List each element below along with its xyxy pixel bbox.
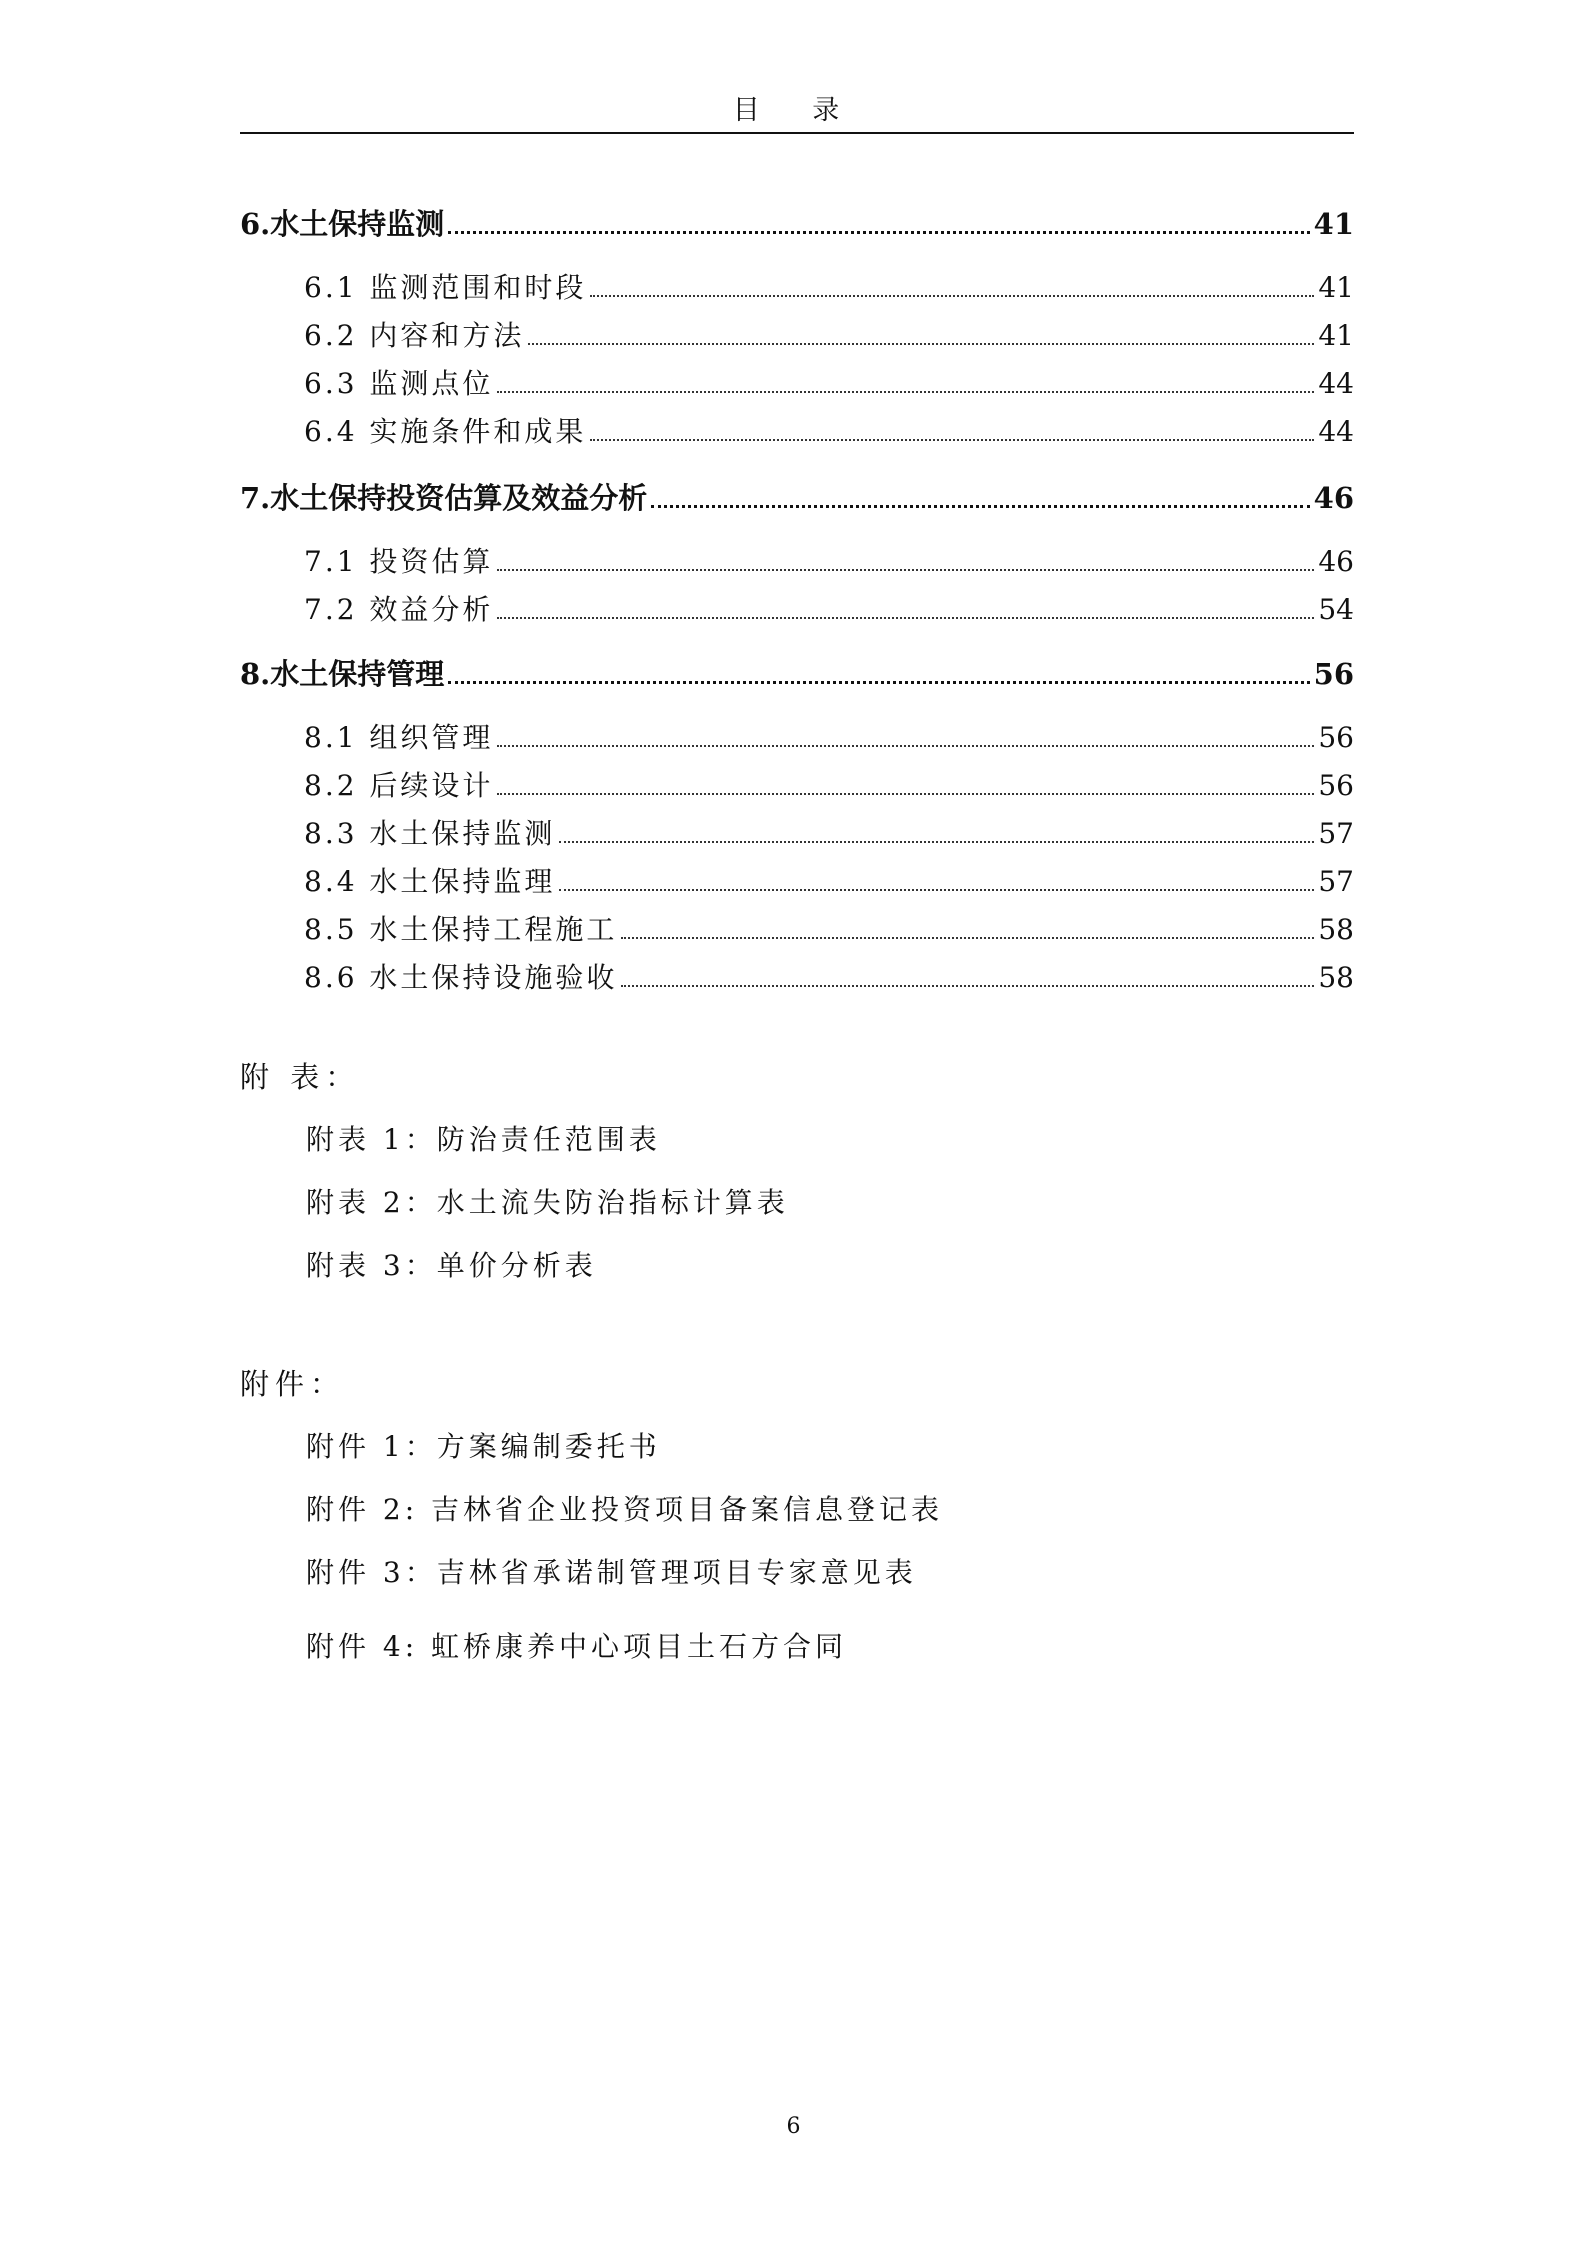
toc-entry-page: 41: [1313, 207, 1354, 241]
attachments-heading: 附件：: [240, 1367, 346, 1401]
toc-entry-page: 46: [1313, 481, 1354, 515]
toc-entry-title: 6.水土保持监测: [240, 207, 445, 241]
toc-leader-dots: [448, 231, 1309, 234]
toc-entry-page: 44: [1318, 415, 1354, 448]
toc-entry-title: 6.3 监测点位: [304, 367, 494, 400]
attachment-item[interactable]: 附件 1：方案编制委托书: [306, 1430, 661, 1463]
toc-entry-title: 8.5 水土保持工程施工: [304, 913, 618, 946]
toc-leader-dots: [621, 985, 1314, 987]
page-number: 6: [786, 2114, 801, 2139]
toc-chapter-8[interactable]: [240, 652, 1354, 692]
toc-entry-title: 8.2 后续设计: [304, 769, 494, 802]
attachment-item[interactable]: 附件 3：吉林省承诺制管理项目专家意见表: [306, 1556, 917, 1589]
toc-section-8-4[interactable]: [304, 860, 1354, 900]
toc-section-6-3[interactable]: [304, 362, 1354, 402]
toc-entry-page: 58: [1318, 961, 1354, 994]
toc-entry-page: 56: [1318, 769, 1354, 802]
toc-entry-page: 41: [1318, 271, 1354, 304]
toc-entry-page: 56: [1313, 657, 1354, 691]
toc-leader-dots: [621, 937, 1314, 939]
toc-entry-title: 6.1 监测范围和时段: [304, 271, 587, 304]
attachment-item[interactable]: 附件 4: 虹桥康养中心项目土石方合同: [306, 1630, 848, 1663]
toc-entry-page: 56: [1318, 721, 1354, 754]
toc-section-8-2[interactable]: [304, 764, 1354, 804]
toc-leader-dots: [497, 391, 1314, 393]
toc-entry-title: 6.4 实施条件和成果: [304, 415, 587, 448]
toc-section-6-4[interactable]: [304, 410, 1354, 450]
toc-entry-page: 54: [1318, 593, 1354, 626]
toc-section-8-6[interactable]: [304, 956, 1354, 996]
toc-leader-dots: [497, 569, 1314, 571]
toc-chapter-6[interactable]: [240, 202, 1354, 242]
toc-leader-dots: [590, 439, 1314, 441]
toc-leader-dots: [497, 617, 1314, 619]
toc-leader-dots: [651, 505, 1309, 508]
attachment-item[interactable]: 附件 2: 吉林省企业投资项目备案信息登记表: [306, 1493, 944, 1526]
toc-entry-page: 57: [1318, 865, 1354, 898]
page-header-title: 目 录: [732, 95, 862, 126]
toc-entry-page: 57: [1318, 817, 1354, 850]
toc-leader-dots: [448, 681, 1309, 684]
toc-leader-dots: [497, 793, 1314, 795]
toc-entry-title: 8.6 水土保持设施验收: [304, 961, 618, 994]
toc-entry-title: 6.2 内容和方法: [304, 319, 525, 352]
toc-leader-dots: [528, 343, 1314, 345]
appendix-tables-heading: 附 表：: [240, 1060, 361, 1094]
toc-chapter-7[interactable]: [240, 476, 1354, 516]
toc-entry-title: 8.水土保持管理: [240, 657, 445, 691]
toc-entry-page: 58: [1318, 913, 1354, 946]
toc-entry-title: 7.水土保持投资估算及效益分析: [240, 481, 648, 515]
toc-section-8-3[interactable]: [304, 812, 1354, 852]
toc-entry-title: 8.1 组织管理: [304, 721, 494, 754]
toc-entry-page: 44: [1318, 367, 1354, 400]
toc-section-7-2[interactable]: [304, 588, 1354, 628]
toc-entry-page: 41: [1318, 319, 1354, 352]
toc-section-8-5[interactable]: [304, 908, 1354, 948]
toc-leader-dots: [559, 889, 1314, 891]
appendix-table-item[interactable]: 附表 1：防治责任范围表: [306, 1123, 661, 1156]
toc-section-6-2[interactable]: [304, 314, 1354, 354]
toc-leader-dots: [590, 295, 1314, 297]
appendix-table-item[interactable]: 附表 3：单价分析表: [306, 1249, 597, 1282]
toc-entry-title: 8.4 水土保持监理: [304, 865, 556, 898]
toc-entry-title: 7.2 效益分析: [304, 593, 494, 626]
toc-entry-page: 46: [1318, 545, 1354, 578]
toc-leader-dots: [559, 841, 1314, 843]
toc-leader-dots: [497, 745, 1314, 747]
appendix-table-item[interactable]: 附表 2：水土流失防治指标计算表: [306, 1186, 789, 1219]
header-rule: [240, 132, 1354, 134]
toc-entry-title: 7.1 投资估算: [304, 545, 494, 578]
toc-section-7-1[interactable]: [304, 540, 1354, 580]
toc-entry-title: 8.3 水土保持监测: [304, 817, 556, 850]
toc-section-8-1[interactable]: [304, 716, 1354, 756]
toc-section-6-1[interactable]: [304, 266, 1354, 306]
